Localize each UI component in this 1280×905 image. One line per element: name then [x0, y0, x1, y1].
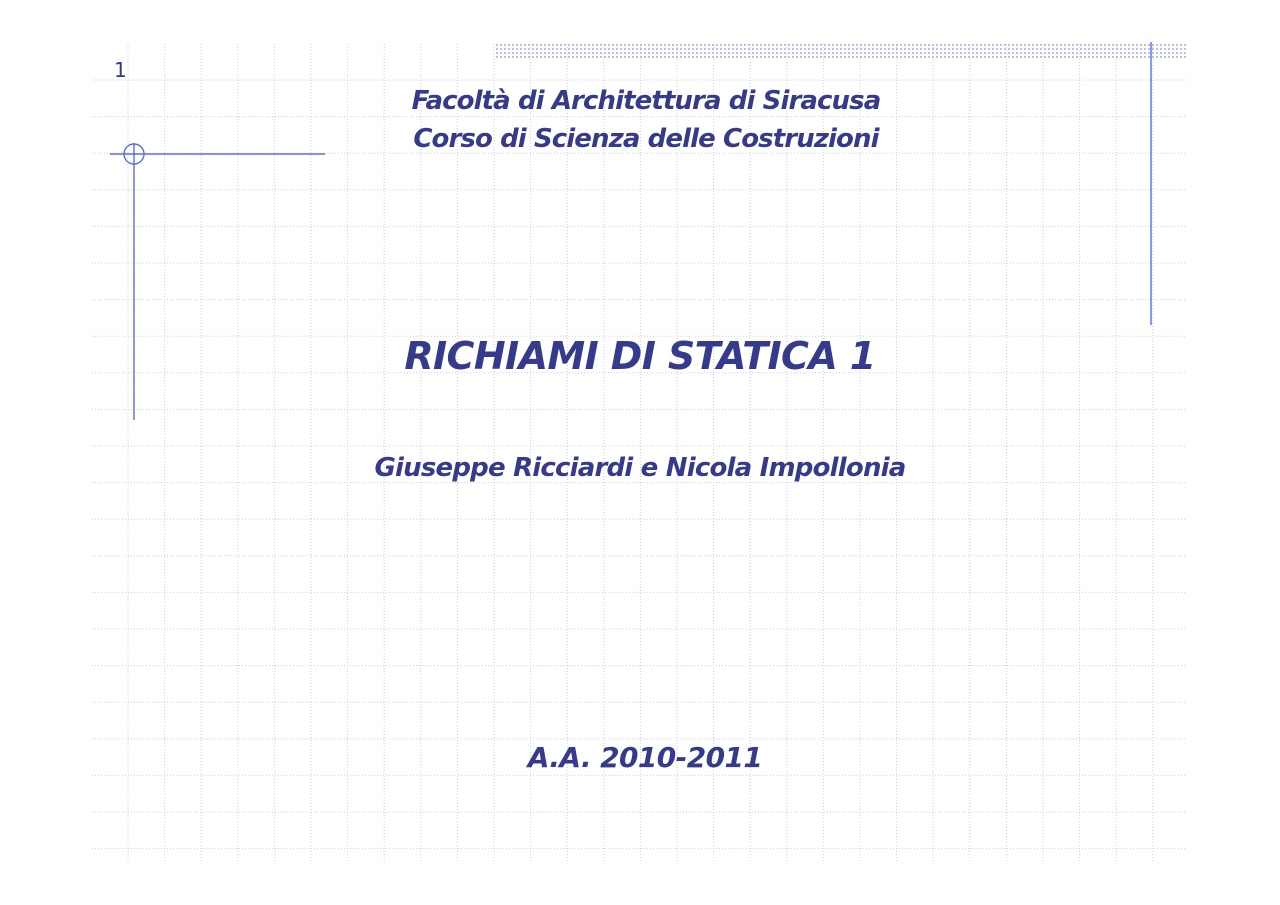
authors-line: Giuseppe Ricciardi e Nicola Impollonia — [374, 453, 906, 483]
academic-year: A.A. 2010-2011 — [527, 741, 763, 774]
course-heading: Corso di Scienza delle Costruzioni — [413, 124, 879, 154]
faculty-heading: Facoltà di Architettura di Siracusa — [411, 86, 881, 116]
slide-title: RICHIAMI DI STATICA 1 — [404, 334, 876, 378]
header-band — [494, 42, 1187, 60]
slide-number: 1 — [114, 58, 127, 82]
